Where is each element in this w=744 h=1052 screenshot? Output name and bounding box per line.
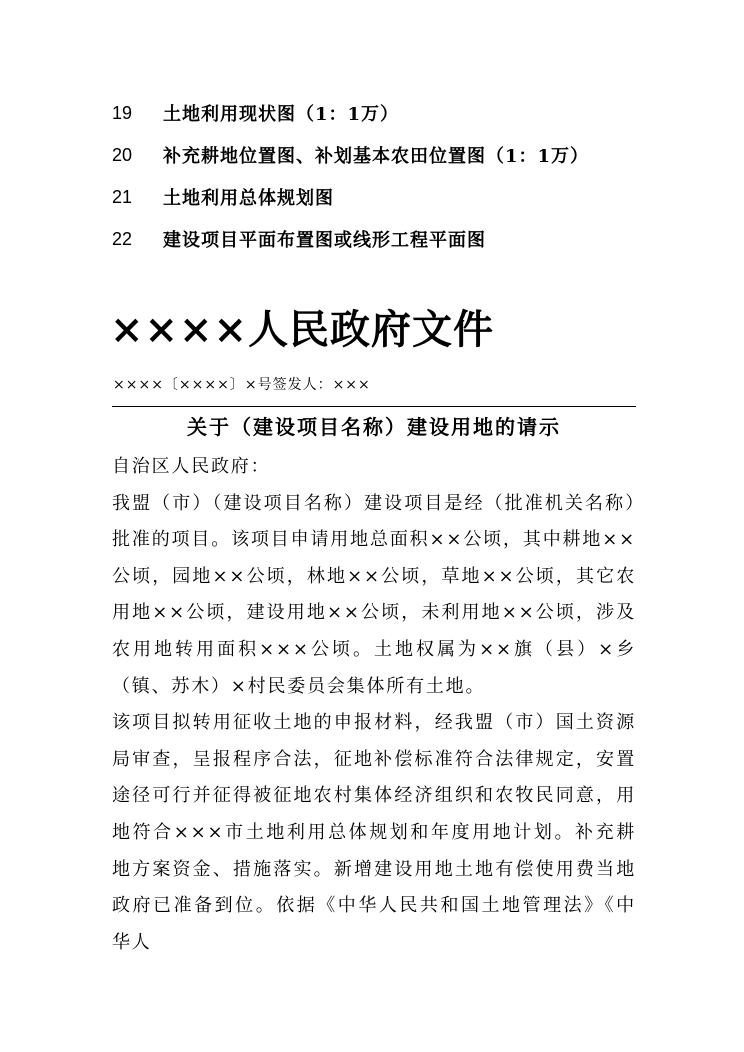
list-item-text: 土地利用总体规划图 — [163, 188, 334, 209]
document-number-line: ××××〔××××〕×号签发人：××× — [113, 377, 371, 393]
list-item — [112, 92, 672, 134]
list-item-number: 19 — [112, 102, 133, 123]
document-body — [112, 449, 636, 961]
body-paragraph-1: 我盟（市）（建设项目名称）建设项目是经（批准机关名称）批准的项目。该项目申请用地总面积××公顷，其中耕地××公顷，园地××公顷，林地××公顷，草地××公顷，其它农用地××公顷，建设用地××公顷，未利用地××公顷，涉及农用地转用面积×××公顷。土地权属为××旗（县）×乡（镇、苏木）×村民委员会集体所有土地。 — [112, 492, 636, 697]
list-item-number: 21 — [112, 186, 133, 207]
list-item — [112, 176, 672, 218]
attachment-list — [112, 92, 672, 260]
list-item-number: 20 — [112, 144, 133, 165]
list-item — [112, 134, 672, 176]
body-paragraph-2: 该项目拟转用征收土地的申报材料，经我盟（市）国土资源局审查，呈报程序合法，征地补偿标准符合法律规定，安置途径可行并征得被征地农村集体经济组织和农牧民同意，用地符合×××市土地利用总体规划和年度用地计划。补充耕地方案资金、措施落实。新增建设用地土地有偿使用费当地政府已准备到位。依据《中华人民共和国土地管理法》《中华人 — [112, 712, 636, 953]
header-divider — [112, 406, 636, 407]
list-item-number: 22 — [112, 228, 133, 249]
list-item-text: 建设项目平面布置图或线形工程平面图 — [163, 230, 486, 251]
list-item-text: 土地利用现状图（1：1万） — [163, 104, 400, 125]
salutation: 自治区人民政府： — [112, 456, 271, 477]
document-title: ××××人民政府文件 — [110, 306, 495, 353]
list-item-text: 补充耕地位置图、补划基本农田位置图（1：1万） — [163, 146, 590, 167]
request-subject: 关于（建设项目名称）建设用地的请示 — [187, 415, 561, 439]
list-item — [112, 218, 672, 260]
